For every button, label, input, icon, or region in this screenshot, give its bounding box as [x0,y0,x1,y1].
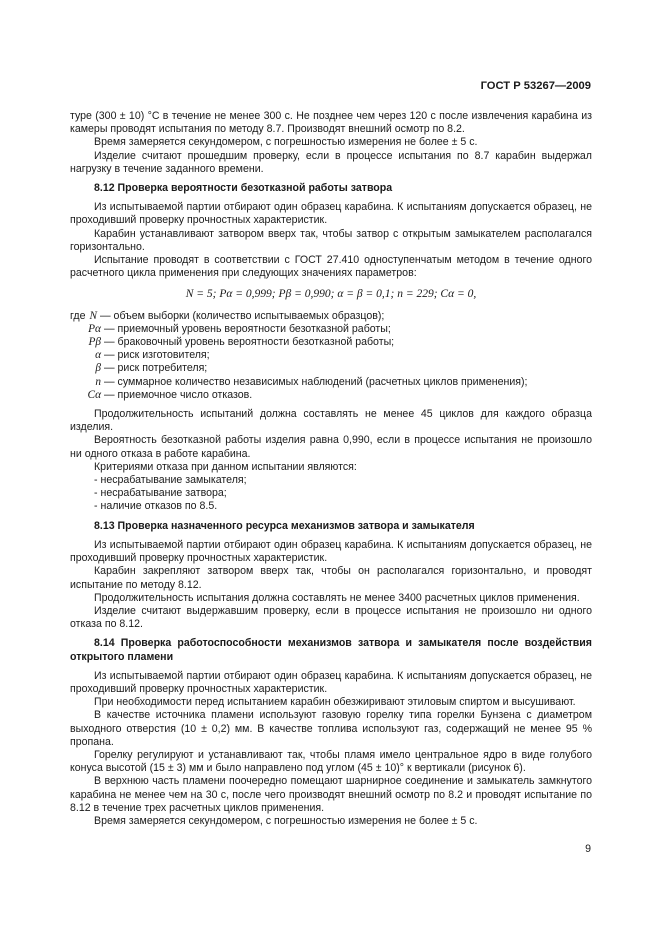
definition-text: — объем выборки (количество испытываемых образцов); [100,309,385,322]
failure-criteria-list [94,474,592,514]
paragraph: Карабин закрепляют затвором вверх так, чтобы он располагался горизонтально, и проводят испытание по методу 8.12. [70,565,592,591]
formula: N = 5; Pα = 0,999; Pβ = 0,990; α = β = 0,1; n = 229; Cα = 0, [185,288,477,301]
definition-item [70,362,592,375]
paragraph: Вероятность безотказной работы изделия равна 0,990, если в процессе испытания не произошло ни одного отказа в работе карабина. [70,434,592,460]
paragraph: Время замеряется секундомером, с погрешностью измерения не более ± 5 с. [94,814,478,827]
paragraph: туре (300 ± 10) °С в течение не менее 300 с. Не позднее чем через 120 с после извлечения карабина из камеры проводят испытания по методу 8.7. Производят внешний осмотр по 8.2. [70,110,592,136]
paragraph: Из испытываемой партии отбирают один образец карабина. К испытаниям допускается образец, не проходивший проверку прочностных характеристик. [70,669,592,695]
definition-text: — браковочный уровень вероятности безотказной работы; [104,336,395,349]
definition-symbol: β [95,362,101,375]
definitions-list [70,310,592,402]
paragraph: В качестве источника пламени используют газовую горелку типа горелки Бунзена с диаметром выходного отверстия (10 ± 0,2) мм. В качестве топлива используют газ, содержащий не менее 95 % пропана. [70,709,592,748]
paragraph: При необходимости перед испытанием карабин обезжиривают этиловым спиртом и высушивают. [94,696,576,709]
list-item: - несрабатывание затвора; [94,487,227,500]
definition-item [70,349,592,362]
definition-text: — риск потребителя; [104,362,208,375]
paragraph: Испытание проводят в соответствии с ГОСТ 27.410 одноступенчатым методом в течение одного расчетного цикла применения при следующих значениях параметров: [70,254,592,280]
definition-item [70,376,592,389]
paragraph: Изделие считают выдержавшим проверку, если в процессе испытания не произошло ни одного отказа по 8.12. [70,604,592,631]
definition-text: — суммарное количество независимых наблюдений (расчетных циклов применения); [104,375,528,388]
where-label: где [70,309,86,322]
definition-item [70,323,592,336]
definition-symbol: N [89,309,98,322]
paragraph: Продолжительность испытаний должна составлять не менее 45 циклов для каждого образца изделия. [70,408,592,434]
paragraph: Горелку регулируют и устанавливают так, чтобы пламя имело центральное ядро в виде голубого конуса высотой (15 ± 3) мм и было направлено под углом (45 ± 10)° к вертикали (рисунок 6). [70,748,592,775]
paragraph: Продолжительность испытания должна составлять не менее 3400 расчетных циклов применения. [94,591,580,604]
definition-symbol: n [95,375,101,388]
definition-symbol: Cα [87,388,101,401]
paragraph: В верхнюю часть пламени поочередно помещают шарнирное соединение и замыкатель замкнутого карабина не менее чем на 30 с, после чего производят внешний осмотр по 8.2 и проводят испытание по 8.12 в течение трех расчетных циклов применения. [70,775,592,814]
definition-item [70,310,592,323]
document-body [70,110,592,828]
paragraph: Изделие считают прошедшим проверку, если в процессе испытания по 8.7 карабин выдержал нагрузку в течение заданного времени. [70,149,592,175]
paragraph: Из испытываемой партии отбирают один образец карабина. К испытаниям допускается образец, не проходивший проверку прочностных характеристик. [70,201,592,227]
definition-text: — приемочный уровень вероятности безотказной работы; [104,322,391,335]
definition-symbol: α [95,349,101,362]
paragraph: Время замеряется секундомером, с погрешностью измерения не более ± 5 с. [94,136,478,149]
paragraph: Карабин устанавливают затвором вверх так, чтобы затвор с открытым замыкателем располагался горизонтально. [70,227,592,253]
definition-text: — риск изготовителя; [104,349,210,362]
definition-text: — приемочное число отказов. [104,388,253,401]
section-heading-8-13: 8.13 Проверка назначенного ресурса механизмов затвора и замыкателя [94,519,475,532]
paragraph: Из испытываемой партии отбирают один образец карабина. К испытаниям допускается образец, не проходивший проверку прочностных характеристик. [70,538,592,565]
list-item: - наличие отказов по 8.5. [94,500,218,513]
section-heading-8-12: 8.12 Проверка вероятности безотказной работы затвора [94,182,393,195]
page-number: 9 [585,843,591,855]
document-header: ГОСТ Р 53267—2009 [480,80,591,92]
definition-item [70,336,592,349]
definition-symbol: Pα [88,322,101,335]
section-heading-8-14: 8.14 Проверка работоспособности механизмов затвора и замыкателя после воздействия открытого пламени [70,637,592,663]
definition-symbol: Pβ [88,336,101,349]
list-item: - несрабатывание замыкателя; [94,474,247,487]
definition-item [70,389,592,402]
paragraph: Критериями отказа при данном испытании являются: [94,460,357,473]
